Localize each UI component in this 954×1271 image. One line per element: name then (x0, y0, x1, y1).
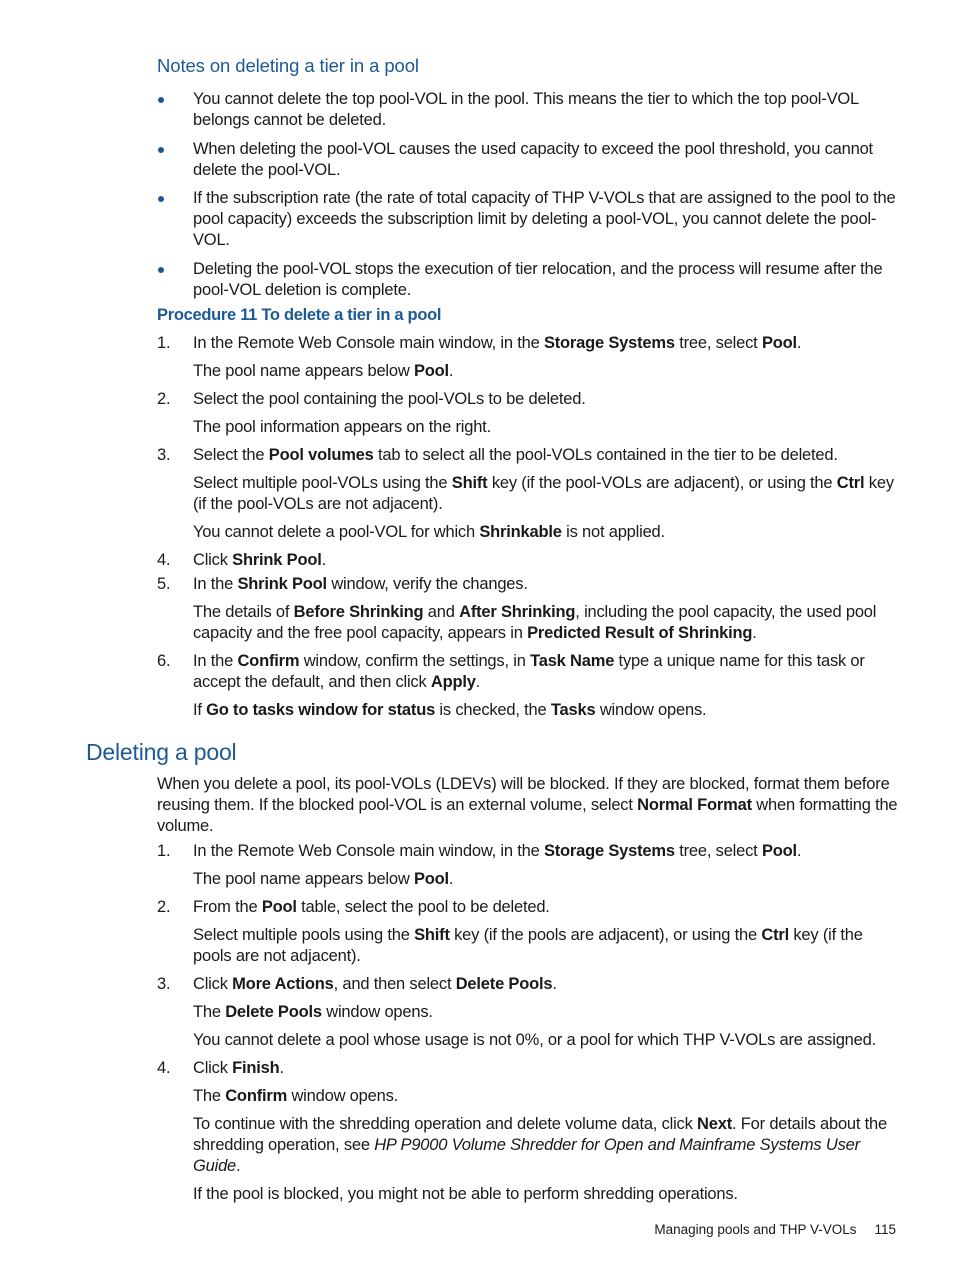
section-heading: Deleting a pool (86, 739, 237, 765)
step-item (157, 974, 902, 1051)
ui-term: Normal Format (637, 796, 752, 814)
text-run: window, verify the changes. (326, 575, 528, 593)
step-instruction (193, 550, 902, 571)
text-run: . (796, 842, 802, 860)
text-run: You cannot delete a pool-VOL for which (193, 523, 480, 541)
text-run: is not applied. (561, 523, 665, 541)
text-run: and (423, 603, 460, 621)
ui-term: Delete Pools (225, 1003, 322, 1021)
text-run: . (752, 624, 757, 642)
ui-term: Go to tasks window for status (206, 701, 436, 719)
ui-term: Pool (761, 334, 797, 352)
step-note (193, 473, 902, 515)
text-run: Select the pool containing the pool-VOLs to be deleted. (193, 390, 586, 408)
bullet-dot-icon (158, 196, 164, 202)
footer-section-title: Managing pools and THP V-VOLs (654, 1222, 857, 1237)
text-run: . (448, 362, 454, 380)
step-note (193, 869, 902, 890)
text-run: tree, select (674, 334, 762, 352)
step-number: 6. (157, 652, 171, 670)
step-note (193, 1086, 902, 1107)
bullet-text: If the subscription rate (the rate of total capacity of THP V-VOLs that are assigned to the pool to the pool capacity) exceeds the subscription limit by deleting a pool-VOL, you cannot delete the pool-VOL. (193, 189, 896, 249)
step-item (157, 1058, 902, 1205)
notes-bullet-list (157, 89, 902, 308)
text-run: In the Remote Web Console main window, in the (193, 842, 544, 860)
ui-term: Pool (761, 842, 797, 860)
text-run: key (if the pools are adjacent), or using the (449, 926, 762, 944)
ui-term: Confirm (237, 652, 300, 670)
bullet-dot-icon (158, 97, 164, 103)
text-run: . (552, 975, 557, 993)
step-number: 3. (157, 446, 171, 464)
ui-term: Confirm (225, 1087, 288, 1105)
ui-term: Ctrl (761, 926, 789, 944)
text-run: In the (193, 575, 238, 593)
step-instruction (193, 974, 902, 995)
text-run: , including the pool capacity, the used pool capacity and the free pool capacity, appears in (193, 603, 877, 642)
ui-term: Next (697, 1115, 733, 1133)
text-run: The details of (193, 603, 294, 621)
step-note (193, 925, 902, 967)
step-instruction (193, 1058, 902, 1079)
ui-term: More Actions (232, 975, 334, 993)
ui-term: Delete Pools (455, 975, 553, 993)
text-run: key (if the pools are not adjacent). (193, 926, 863, 965)
step-note (193, 1002, 902, 1023)
text-run: , and then select (333, 975, 456, 993)
step-instruction (193, 651, 902, 693)
step-item (157, 333, 902, 382)
section-intro (157, 774, 902, 837)
text-run: Click (193, 1059, 233, 1077)
ui-term: Shift (414, 926, 450, 944)
ui-term: Ctrl (836, 474, 865, 492)
text-run: Select the (193, 446, 269, 464)
text-run: When you delete a pool, its pool-VOLs (LDEVs) will be blocked. If they are blocked, format them before reusing them. If the blocked pool-VOL is an external volume, select (157, 775, 890, 814)
text-run: . (448, 870, 454, 888)
text-run: You cannot delete a pool whose usage is not 0%, or a pool for which THP V-VOLs are assigned. (193, 1031, 876, 1049)
text-run: In the (193, 652, 238, 670)
step-item (157, 574, 902, 644)
list-item (157, 188, 902, 251)
text-run: . (475, 673, 481, 691)
notes-heading: Notes on deleting a tier in a pool (157, 55, 419, 76)
page-footer (0, 1222, 896, 1237)
text-run: In the Remote Web Console main window, in the (193, 334, 544, 352)
step-number: 4. (157, 1059, 171, 1077)
text-run: Select multiple pools using the (193, 926, 415, 944)
step-item (157, 445, 902, 543)
text-run: If (193, 701, 207, 719)
bullet-text: When deleting the pool-VOL causes the used capacity to exceed the pool threshold, you cannot delete the pool-VOL. (193, 139, 873, 179)
text-run: If the pool is blocked, you might not be able to perform shredding operations. (193, 1185, 738, 1203)
ui-term: Storage Systems (543, 334, 675, 352)
ui-term: Task Name (530, 652, 615, 670)
bullet-text: Deleting the pool-VOL stops the execution of tier relocation, and the process will resume after the pool-VOL deletion is complete. (193, 259, 883, 299)
ui-term: Pool (413, 870, 449, 888)
list-item (157, 259, 902, 301)
text-run: window opens. (321, 1003, 433, 1021)
text-run: . (279, 1059, 284, 1077)
ui-term: Shrink Pool (232, 551, 322, 569)
text-run: when formatting the volume. (157, 796, 898, 835)
text-run: To continue with the shredding operation and delete volume data, click (193, 1115, 698, 1133)
step-instruction (193, 333, 902, 354)
bullet-dot-icon (158, 147, 164, 153)
step-note (193, 602, 902, 644)
procedure-steps (157, 333, 902, 728)
text-run: The (193, 1087, 226, 1105)
step-item (157, 550, 902, 571)
step-note (193, 1184, 902, 1205)
step-item (157, 651, 902, 721)
bullet-dot-icon (158, 267, 164, 273)
step-instruction (193, 445, 902, 466)
list-item (157, 89, 902, 131)
text-run: key (if the pool-VOLs are not adjacent). (193, 474, 894, 513)
text-run: Click (193, 551, 233, 569)
step-instruction (193, 841, 902, 862)
step-item (157, 389, 902, 438)
ui-term: Before Shrinking (293, 603, 424, 621)
step-number: 2. (157, 390, 171, 408)
step-note (193, 417, 902, 438)
text-run: . (321, 551, 327, 569)
ui-term: Tasks (550, 701, 596, 719)
text-run: is checked, the (435, 701, 551, 719)
ui-term: Shift (451, 474, 488, 492)
text-run: type a unique name for this task or accept the default, and then click (193, 652, 865, 691)
text-run: The pool name appears below (193, 362, 414, 380)
text-run: table, select the pool to be deleted. (296, 898, 550, 916)
step-number: 4. (157, 551, 171, 569)
doc-title: HP P9000 Volume Shredder for Open and Mainframe Systems User Guide (193, 1136, 860, 1175)
ui-term: After Shrinking (459, 603, 576, 621)
text-run: window, confirm the settings, in (299, 652, 531, 670)
step-note (193, 522, 902, 543)
page-number: 115 (874, 1222, 896, 1237)
list-item (157, 139, 902, 181)
ui-term: Storage Systems (543, 842, 675, 860)
procedure-title: Procedure 11 To delete a tier in a pool (157, 306, 442, 324)
text-run: From the (193, 898, 262, 916)
text-run: . (796, 334, 802, 352)
step-note (193, 1030, 902, 1051)
text-run: The pool name appears below (193, 870, 414, 888)
text-run: Click (193, 975, 233, 993)
step-number: 5. (157, 575, 171, 593)
step-number: 2. (157, 898, 171, 916)
bullet-text: You cannot delete the top pool-VOL in the pool. This means the tier to which the top pool-VOL belongs cannot be deleted. (193, 90, 859, 129)
step-item (157, 897, 902, 967)
text-run: The (193, 1003, 226, 1021)
text-run: tab to select all the pool-VOLs contained in the tier to be deleted. (373, 446, 838, 464)
ui-term: Shrink Pool (237, 575, 327, 593)
text-run: key (if the pool-VOLs are adjacent), or using the (487, 474, 837, 492)
step-number: 1. (157, 334, 171, 352)
step-note (193, 1114, 902, 1177)
step-note (193, 361, 902, 382)
text-run: tree, select (674, 842, 762, 860)
ui-term: Shrinkable (479, 523, 562, 541)
step-note (193, 700, 902, 721)
step-item (157, 841, 902, 890)
delete-pool-steps (157, 841, 902, 1212)
text-run: The pool information appears on the right. (193, 418, 491, 436)
ui-term: Pool (261, 898, 297, 916)
step-instruction (193, 897, 902, 918)
text-run: . (236, 1157, 241, 1175)
ui-term: Pool volumes (268, 446, 374, 464)
ui-term: Apply (430, 673, 476, 691)
step-instruction (193, 574, 902, 595)
step-number: 1. (157, 842, 171, 860)
text-run: Select multiple pool-VOLs using the (193, 474, 452, 492)
text-run: window opens. (595, 701, 707, 719)
step-number: 3. (157, 975, 171, 993)
step-instruction (193, 389, 902, 410)
text-run: window opens. (287, 1087, 399, 1105)
ui-term: Pool (413, 362, 449, 380)
ui-term: Predicted Result of Shrinking (527, 624, 753, 642)
text-run: . For details about the shredding operation, see (193, 1115, 888, 1154)
ui-term: Finish (232, 1059, 280, 1077)
